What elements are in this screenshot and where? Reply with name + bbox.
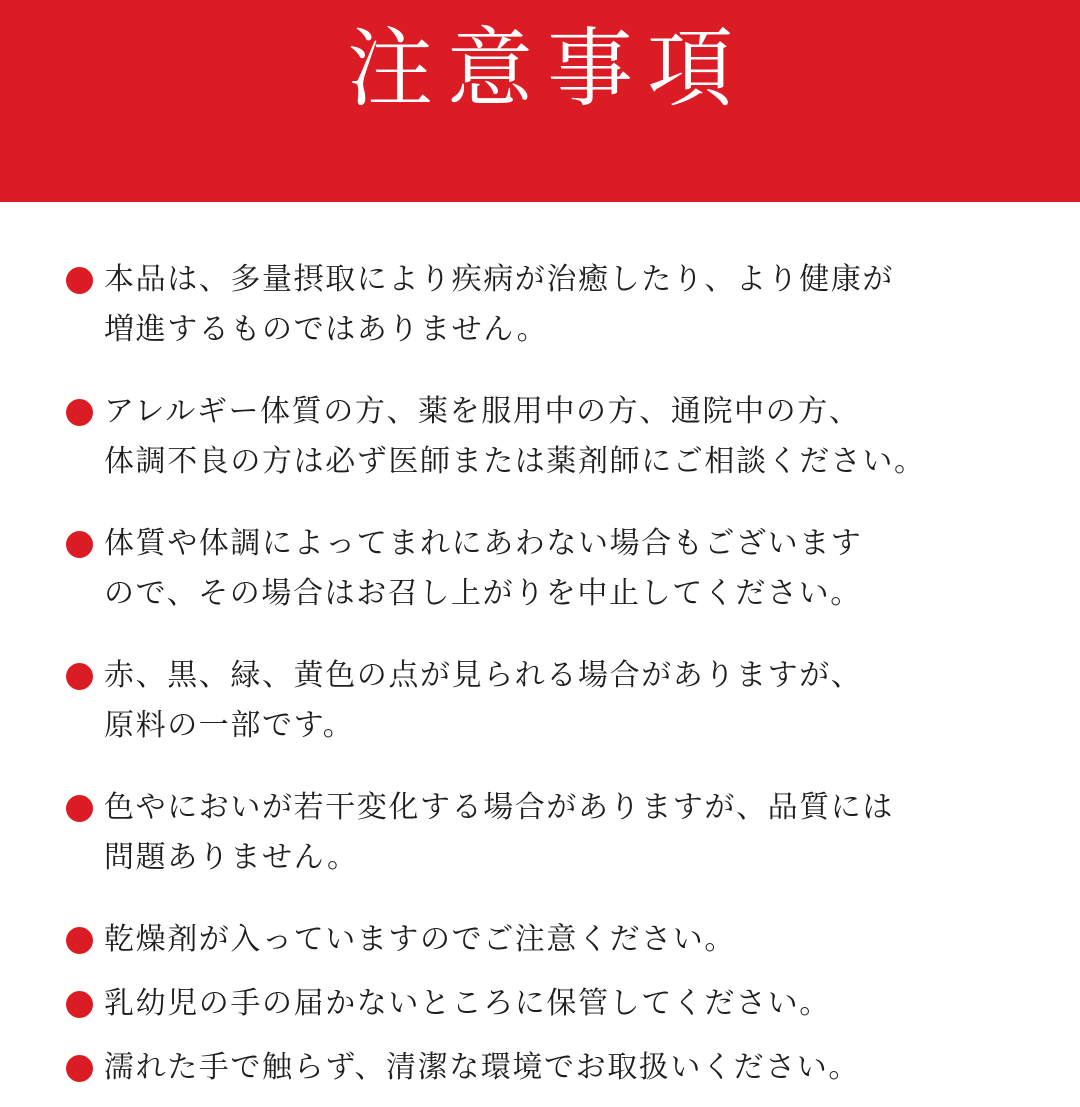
caution-text-line: 本品は、多量摂取により疾病が治癒したり、より健康が	[104, 262, 894, 297]
caution-text-line: 体調不良の方は必ず医師または薬剤師にご相談ください。	[104, 444, 926, 479]
caution-text-line: 乾燥剤が入っていますのでご注意ください。	[104, 922, 736, 957]
red-circle-bullet-icon	[66, 991, 93, 1018]
caution-item	[66, 387, 1056, 487]
caution-text-line: 原料の一部です。	[104, 708, 355, 743]
red-circle-bullet-icon	[66, 795, 93, 822]
red-circle-bullet-icon	[66, 1055, 93, 1082]
caution-text-line: 濡れた手で触らず、清潔な環境でお取扱いください。	[104, 1050, 860, 1085]
page-title: 注意事項	[347, 19, 747, 120]
caution-item	[66, 519, 1056, 619]
red-circle-bullet-icon	[66, 663, 93, 690]
caution-item	[66, 651, 1056, 751]
caution-text-line: 色やにおいが若干変化する場合がありますが、品質には	[104, 790, 894, 825]
red-circle-bullet-icon	[66, 399, 93, 426]
caution-text-line: 赤、黒、緑、黄色の点が見られる場合がありますが、	[104, 658, 863, 693]
caution-item	[66, 1043, 1056, 1093]
caution-text-line: 体質や体調によってまれにあわない場合もございます	[104, 526, 863, 561]
caution-text-line: 増進するものではありません。	[104, 312, 549, 347]
caution-text-line: 乳幼児の手の届かないところに保管してください。	[104, 986, 831, 1021]
caution-text-line: アレルギー体質の方、薬を服用中の方、通院中の方、	[104, 394, 861, 429]
header-banner	[0, 0, 1080, 202]
caution-text-line: ので、その場合はお召し上がりを中止してください。	[104, 576, 862, 611]
caution-item	[66, 255, 1056, 355]
caution-item	[66, 783, 1056, 883]
caution-item	[66, 979, 1056, 1029]
caution-list	[66, 255, 1056, 1107]
red-circle-bullet-icon	[66, 267, 93, 294]
red-circle-bullet-icon	[66, 927, 93, 954]
caution-item	[66, 915, 1056, 965]
red-circle-bullet-icon	[66, 531, 93, 558]
caution-text-line: 問題ありません。	[104, 840, 359, 875]
